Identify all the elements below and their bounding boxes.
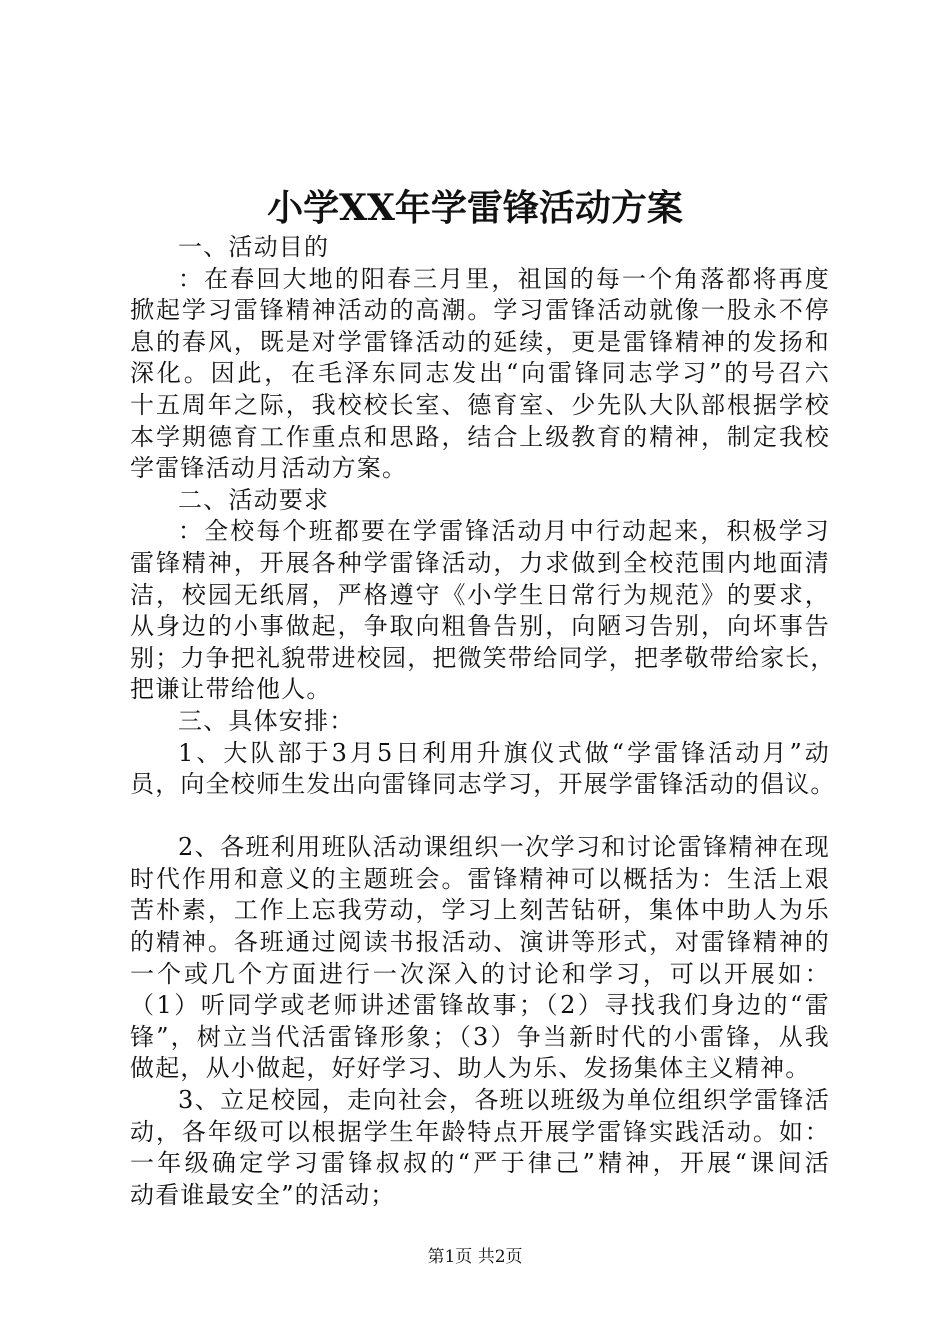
page-footer: 第1页 共2页 <box>427 1247 523 1267</box>
text-line: 十五周年之际，我校校长室、德育室、少先队大队部根据学校 <box>130 390 830 419</box>
text-line: ：在春回大地的阳春三月里，祖国的每一个角落都将再度 <box>178 264 830 293</box>
text-line: ：全校每个班都要在学雷锋活动月中行动起来，积极学习 <box>178 517 830 546</box>
text-line: 本学期德育工作重点和思路，结合上级教育的精神，制定我校 <box>130 422 830 451</box>
text-line: 三、具体安排： <box>178 706 355 735</box>
text-line: 息的春风，既是对学雷锋活动的延续，更是雷锋精神的发扬和 <box>130 327 830 356</box>
text-line: 别；力争把礼貌带进校园，把微笑带给同学，把孝敬带给家长， <box>130 643 836 672</box>
text-line: 学雷锋活动月活动方案。 <box>130 454 408 483</box>
text-line: 锋”，树立当代活雷锋形象；（3）争当新时代的小雷锋，从我 <box>130 1022 830 1051</box>
text-line: 雷锋精神，开展各种学雷锋活动，力求做到全校范围内地面清 <box>130 548 830 577</box>
text-line: 1、大队部于3月5日利用升旗仪式做“学雷锋活动月”动 <box>178 738 830 767</box>
text-line: 一、活动目的 <box>178 233 330 261</box>
document-title: 小学XX年学雷锋活动方案 <box>267 187 683 229</box>
text-line: 的精神。各班通过阅读书报活动、演讲等形式，对雷锋精神的 <box>130 928 830 957</box>
text-line: 从身边的小事做起，争取向粗鲁告别，向陋习告别，向坏事告 <box>130 612 830 641</box>
text-line: 3、立足校园，走向社会，各班以班级为单位组织学雷锋活 <box>178 1086 830 1115</box>
text-line: 一年级确定学习雷锋叔叔的“严于律己”精神，开展“课间活 <box>130 1149 830 1178</box>
text-line: 2、各班利用班队活动课组织一次学习和讨论雷锋精神在现 <box>178 833 830 862</box>
text-line: 员，向全校师生发出向雷锋同志学习，开展学雷锋活动的倡议。 <box>130 770 836 799</box>
text-line: 深化。因此，在毛泽东同志发出“向雷锋同志学习”的号召六 <box>130 359 830 388</box>
text-line: 动看谁最安全”的活动； <box>130 1180 396 1209</box>
text-line: 时代作用和意义的主题班会。雷锋精神可以概括为：生活上艰 <box>130 864 830 893</box>
text-line: 二、活动要求 <box>178 485 330 514</box>
text-line: （1）听同学或老师讲述雷锋故事；（2）寻找我们身边的“雷 <box>130 991 830 1020</box>
text-line: 苦朴素，工作上忘我劳动，学习上刻苦钻研，集体中助人为乐 <box>130 896 830 925</box>
document-body <box>130 232 836 1211</box>
text-line: 把谦让带给他人。 <box>130 675 332 704</box>
text-line: 掀起学习雷锋精神活动的高潮。学习雷锋活动就像一股永不停 <box>130 296 830 325</box>
blank-line <box>130 801 830 833</box>
text-line: 洁，校园无纸屑，严格遵守《小学生日常行为规范》的要求， <box>130 580 830 609</box>
text-line: 动，各年级可以根据学生年龄特点开展学雷锋实践活动。如： <box>130 1117 830 1146</box>
text-line: 做起，从小做起，好好学习、助人为乐、发扬集体主义精神。 <box>130 1054 811 1083</box>
text-line: 一个或几个方面进行一次深入的讨论和学习，可以开展如： <box>130 959 830 988</box>
